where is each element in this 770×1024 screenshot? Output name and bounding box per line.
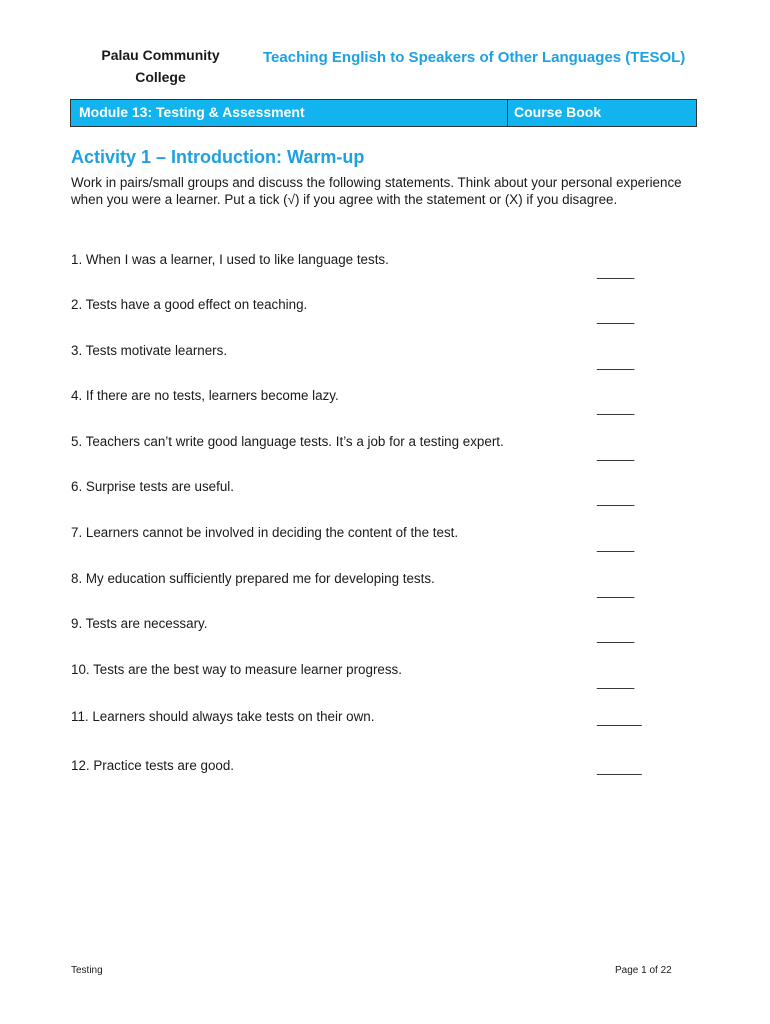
answer-blank[interactable]: _____ [597, 583, 635, 598]
footer-section-label: Testing [71, 965, 103, 976]
statement-text: 6. Surprise tests are useful. [71, 479, 234, 494]
page-number: Page 1 of 22 [615, 965, 672, 976]
module-bar [70, 99, 697, 127]
answer-blank[interactable]: _____ [597, 355, 635, 370]
answer-blank[interactable]: _____ [597, 491, 635, 506]
college-name-line1: Palau Community [101, 47, 220, 63]
statement-text: 1. When I was a learner, I used to like language tests. [71, 252, 389, 267]
statement-text: 7. Learners cannot be involved in deciding the content of the test. [71, 525, 459, 540]
statement-text: 3. Tests motivate learners. [71, 343, 228, 358]
answer-blank[interactable]: _____ [597, 674, 635, 689]
answer-blank[interactable]: _____ [597, 537, 635, 552]
statement-text: 4. If there are no tests, learners become lazy. [71, 388, 339, 403]
activity-instructions [71, 174, 731, 208]
statement-text: 9. Tests are necessary. [71, 616, 208, 631]
answer-blank[interactable]: _____ [597, 446, 635, 461]
answer-blank[interactable]: _____ [597, 628, 635, 643]
answer-blank[interactable]: ______ [597, 711, 642, 726]
statement-text: 11. Learners should always take tests on their own. [71, 709, 375, 724]
statement-text: 12. Practice tests are good. [71, 758, 235, 773]
statement-text: 8. My education sufficiently prepared me for developing tests. [71, 571, 435, 586]
activity-heading: Activity 1 – Introduction: Warm-up [71, 147, 365, 167]
college-name-line2: College [135, 69, 186, 85]
module-title: Module 13: Testing & Assessment [71, 100, 508, 126]
instructions-line-1: Work in pairs/small groups and discuss the following statements. Think about your personal experience [71, 175, 682, 190]
instructions-line-2: when you were a learner. Put a tick (√) if you agree with the statement or (X) if you disagree. [71, 192, 618, 207]
answer-blank[interactable]: _____ [597, 309, 635, 324]
college-name [88, 44, 233, 88]
answer-blank[interactable]: _____ [597, 400, 635, 415]
statement-text: 10. Tests are the best way to measure learner progress. [71, 662, 402, 677]
book-label: Course Book [514, 104, 602, 120]
answer-blank[interactable]: ______ [597, 760, 642, 775]
statement-text: 2. Tests have a good effect on teaching. [71, 297, 308, 312]
course-title: Teaching English to Speakers of Other Languages (TESOL) [263, 49, 686, 66]
statement-text: 5. Teachers can’t write good language tests. It’s a job for a testing expert. [71, 434, 504, 449]
answer-blank[interactable]: _____ [597, 264, 635, 279]
